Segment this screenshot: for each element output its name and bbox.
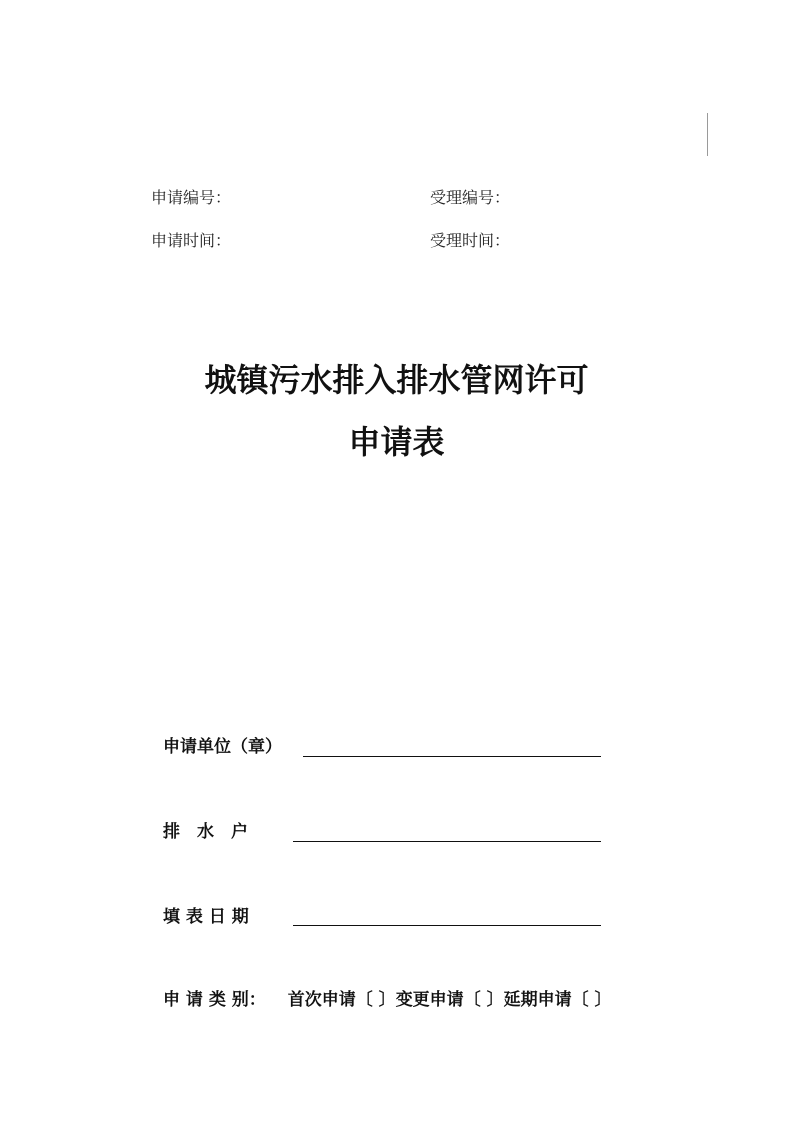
fill-date-label: 填 表 日 期	[163, 907, 249, 927]
option-change-label: 变更申请	[395, 990, 464, 1010]
option-change-bracket: 〔 〕	[463, 990, 504, 1010]
option-first-label: 首次申请	[287, 990, 356, 1010]
option-extension-application[interactable]	[504, 989, 612, 1011]
application-time-label: 申请时间：	[151, 231, 232, 250]
application-type-row	[163, 989, 612, 1011]
acceptance-time-label: 受理时间：	[430, 231, 511, 250]
fill-date-line[interactable]	[293, 925, 601, 926]
drainage-household-label: 排 水 户	[163, 822, 248, 842]
document-title: 城镇污水排入排水管网许可	[204, 361, 589, 399]
option-extension-bracket: 〔 〕	[571, 990, 612, 1010]
option-first-application[interactable]	[288, 989, 396, 1011]
applicant-unit-label: 申请单位（章）	[163, 737, 282, 757]
applicant-unit-line[interactable]	[303, 756, 601, 757]
option-extension-label: 延期申请	[503, 990, 572, 1010]
application-number-label: 申请编号：	[151, 188, 232, 207]
drainage-household-line[interactable]	[293, 841, 601, 842]
application-type-label: 申 请 类 别：	[163, 990, 266, 1010]
acceptance-number-label: 受理编号：	[430, 188, 511, 207]
margin-mark	[707, 113, 708, 156]
document-subtitle: 申请表	[348, 423, 445, 461]
option-change-application[interactable]	[396, 989, 504, 1011]
option-first-bracket: 〔 〕	[355, 990, 396, 1010]
